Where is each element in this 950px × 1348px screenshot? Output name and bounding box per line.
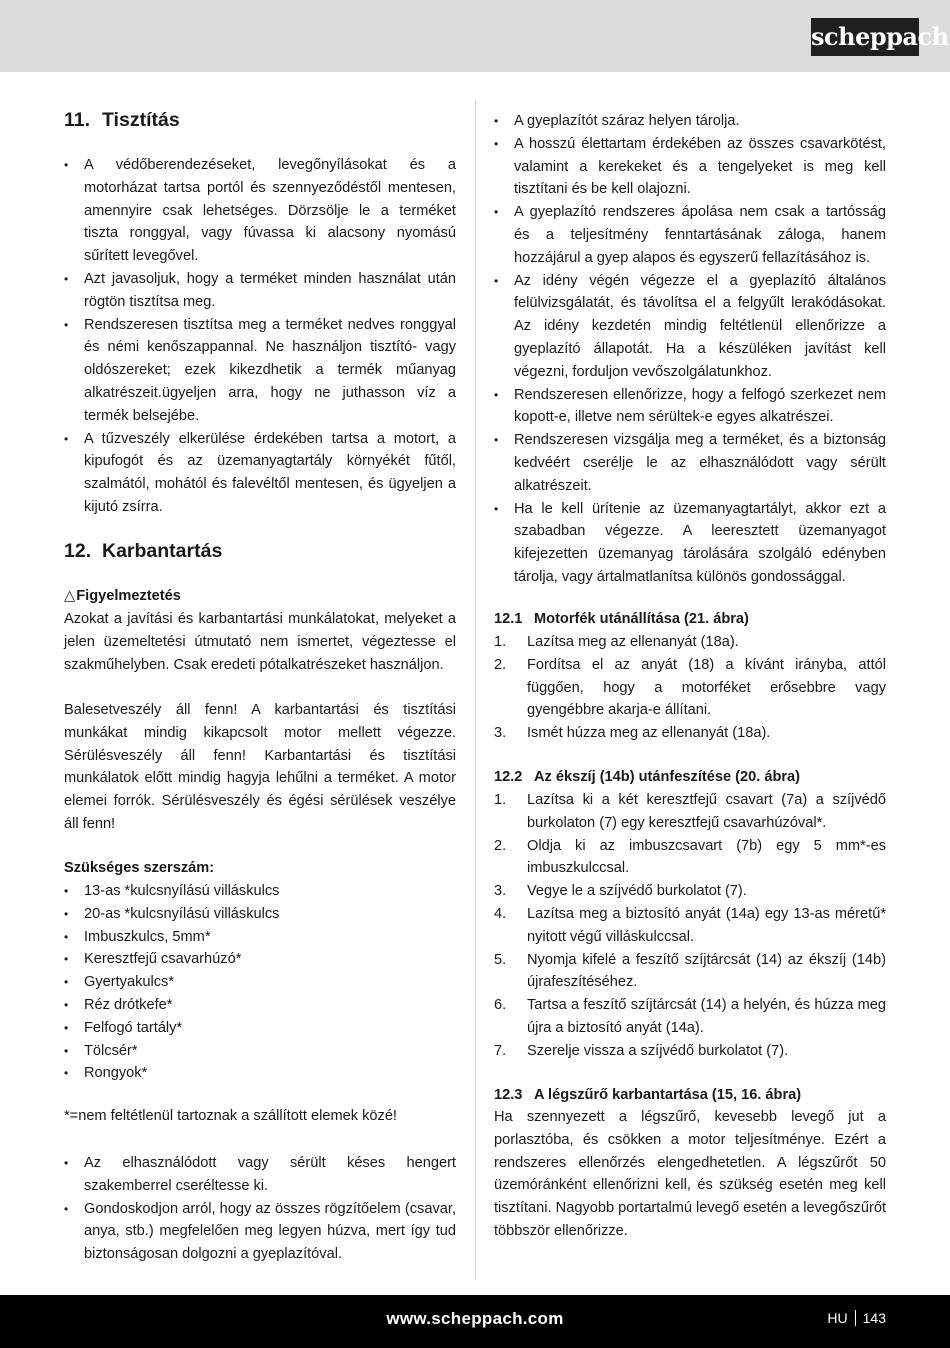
section-number: 12.1 xyxy=(494,611,523,627)
section-number: 12.3 xyxy=(494,1087,523,1103)
step-item: 5. Nyomja kifelé a feszítő szíjtárcsát (14) az ékszíj (14b) újrafeszítéséhez. xyxy=(494,951,886,991)
warning-heading xyxy=(64,585,456,608)
list-item: • Gondoskodjon arról, hogy az összes rögzítőelem (csavar, anya, stb.) megfelelően meg legyen húzva, mert így tud biztonságosan dolgozni a gyeplazítóval. xyxy=(64,1198,456,1266)
list-item: • Azt javasoljuk, hogy a terméket minden használat után rögtön tisztítsa meg. xyxy=(64,268,456,314)
list-item: • Imbuszkulcs, 5mm* xyxy=(64,926,456,949)
header-bar xyxy=(0,0,950,72)
section-title: A légszűrő karbantartása (15, 16. ábra) xyxy=(534,1087,802,1103)
section-12-heading xyxy=(64,539,222,563)
step-item: 1. Lazítsa meg az ellenanyát (18a). xyxy=(494,634,739,650)
tools-list xyxy=(64,880,456,1085)
step-item: 3. Ismét húzza meg az ellenanyát (18a). xyxy=(494,725,771,742)
warning-text: Azokat a javítási és karbantartási munkálatokat, melyeket a jelen üzemeltetési útmutató nem ismertet, végeztesse el szakműhelyben. Csak eredeti pótalkatrészeket használjon. xyxy=(64,611,456,673)
scheppach-logo: scheppach xyxy=(811,18,919,56)
section-12-1-heading xyxy=(494,608,749,631)
list-item: • Az elhasználódott vagy sérült késes hengert szakemberrel cseréltesse ki. xyxy=(64,1152,456,1198)
section-title: Karbantartás xyxy=(102,540,223,562)
list-item: • A gyeplazítót száraz helyen tárolja. xyxy=(494,110,886,133)
language-code: HU xyxy=(827,1310,848,1326)
website-link[interactable]: www.scheppach.com xyxy=(386,1309,564,1328)
list-item: • Felfogó tartály* xyxy=(64,1017,456,1040)
step-item: 2. Fordítsa el az anyát (18) a kívánt irányba, attól függően, hogy a motorféket erősebbre vagy gyengébbre akarja-e állítani. xyxy=(494,656,886,719)
list-item: • Rongyok* xyxy=(64,1062,456,1085)
list-item: • Ha le kell ürítenie az üzemanyagtartályt, akkor ezt a szabadban végezze. A leeresztett üzemanyagot kifejezetten üzemanyag tárolására szolgáló edényben tárolja, vagy ártalmatlanítsa különös gondossággal. xyxy=(494,498,886,589)
list-item: • Rendszeresen vizsgálja meg a terméket, és a biztonság kedvéért cserélje le az elhasználódott vagy sérült alkatrészeit. xyxy=(494,429,886,497)
section-number: 12. xyxy=(64,540,92,562)
page-indicator xyxy=(827,1310,886,1326)
list-item: • Keresztfejű csavarhúzó* xyxy=(64,948,456,971)
maintenance-list xyxy=(64,1152,456,1266)
page-number: 143 xyxy=(862,1310,886,1326)
list-item: • A védőberendezéseket, levegőnyílásokat és a motorházat tartsa portól és szennyeződéstől mentesen, amennyire csak lehetséges. Dörzsölje le a terméket tiszta ronggyal, vagy fúvassa ki alacsony nyomású sűrített levegővel. xyxy=(64,154,456,268)
separator xyxy=(855,1310,856,1326)
step-item: 1. Lazítsa ki a két keresztfejű csavart (7a) a szíjvédő burkolaton (7) egy keresztfejű csavarhúzóval*. xyxy=(494,792,886,831)
section-12-2-heading xyxy=(494,766,800,789)
list-item: • Réz drótkefe* xyxy=(64,994,456,1017)
v-belt-steps xyxy=(494,789,886,1063)
care-list xyxy=(494,110,886,589)
list-item: • Rendszeresen tisztítsa meg a terméket nedves ronggyal és némi kenőszappannal. Ne használjon tisztító- vagy oldószereket; ezek kikezdhetik a termék műanyag alkatrészeit.ügyeljen arra, hogy ne juthasson víz a termék belsejébe. xyxy=(64,314,456,428)
cleaning-list xyxy=(64,154,456,519)
motor-brake-steps xyxy=(494,631,886,745)
footer-bar xyxy=(0,1295,950,1348)
section-number: 12.2 xyxy=(494,769,523,785)
step-item: 6. Tartsa a feszítő szíjtárcsát (14) a helyén, és húzza meg újra a biztosító anyát (14a). xyxy=(494,997,886,1036)
tools-heading: Szükséges szerszám: xyxy=(64,860,215,876)
list-item: • Gyertyakulcs* xyxy=(64,971,456,994)
section-12-3-heading xyxy=(494,1084,801,1107)
warning-triangle-icon: △ xyxy=(64,588,76,604)
section-11-heading xyxy=(64,108,180,132)
list-item: • Tölcsér* xyxy=(64,1040,456,1063)
air-filter-text: Ha szennyezett a légszűrő, kevesebb levegő jut a porlasztóba, és csökken a motor teljesítménye. Ezért a rendszeres ellenőrzés elengedhetetlen. A légszűrőt 50 üzemóránként ellenőrizni kell, és szükség esetén meg kell tisztítani. Nagyobb portartalmú levegő esetén a levegőszűrőt többször ellenőrizze. xyxy=(494,1109,886,1239)
step-item: 7. Szerelje vissza a szíjvédő burkolatot (7). xyxy=(494,1042,789,1059)
section-title: Motorfék utánállítása (21. ábra) xyxy=(534,611,749,627)
section-title: Az ékszíj (14b) utánfeszítése (20. ábra) xyxy=(534,769,801,785)
list-item: • A tűzveszély elkerülése érdekében tartsa a motort, a kipufogót és az üzemanyagtartály környékét fűtől, szalmától, mohától és falevéltől mentesen, és ügyeljen a kijutó zsírra. xyxy=(64,428,456,519)
list-item: • 13-as *kulcsnyílású villáskulcs xyxy=(64,880,456,903)
tools-note: *=nem feltétlenül tartoznak a szállított elemek közé! xyxy=(64,1108,397,1124)
list-item: • A gyeplazító rendszeres ápolása nem csak a tartósság és a teljesítmény fenntartásának záloga, hanem hozzájárul a gyep alapos és egyszerű fellazításához is. xyxy=(494,201,886,269)
step-item: 4. Lazítsa meg a biztosító anyát (14a) egy 13-as méretű* nyitott végű villáskulccsal. xyxy=(494,905,886,945)
step-item: 2. Oldja ki az imbuszcsavart (7b) egy 5 mm*-es imbuszkulccsal. xyxy=(494,837,886,877)
section-number: 11. xyxy=(64,109,91,131)
list-item: • Rendszeresen ellenőrizze, hogy a felfogó szerkezet nem kopott-e, illetve nem sérültek-e egyes alkatrészei. xyxy=(494,384,886,430)
list-item: • 20-as *kulcsnyílású villáskulcs xyxy=(64,903,456,926)
section-title: Tisztítás xyxy=(102,109,180,131)
column-divider xyxy=(475,100,476,1280)
danger-text: Balesetveszély áll fenn! A karbantartási és tisztítási munkákat mindig kikapcsolt motor mellett végezze. Sérülésveszély áll fenn! Karbantartási és tisztítási munkálatok előtt mindig hagyja lehűlni a terméket. A motor elemei forrók. Sérülésveszély és égési sérülések veszélye áll fenn! xyxy=(64,702,456,832)
step-item: 3. Vegye le a szíjvédő burkolatot (7). xyxy=(494,883,747,900)
warning-title: Figyelmeztetés xyxy=(76,588,181,604)
list-item: • A hosszú élettartam érdekében az összes csavarkötést, valamint a kerekeket és a tengelyeket is meg kell tisztítani és be kell olajozni. xyxy=(494,133,886,201)
list-item: • Az idény végén végezze el a gyeplazító általános felülvizsgálatát, és távolítsa el a felgyűlt lerakódásokat. Az idény kezdetén mindig feltétlenül ellenőrizze a gyeplazító állapotát. Ha a készüléken javítást kell végezni, forduljon vevőszolgálatunkhoz. xyxy=(494,270,886,384)
